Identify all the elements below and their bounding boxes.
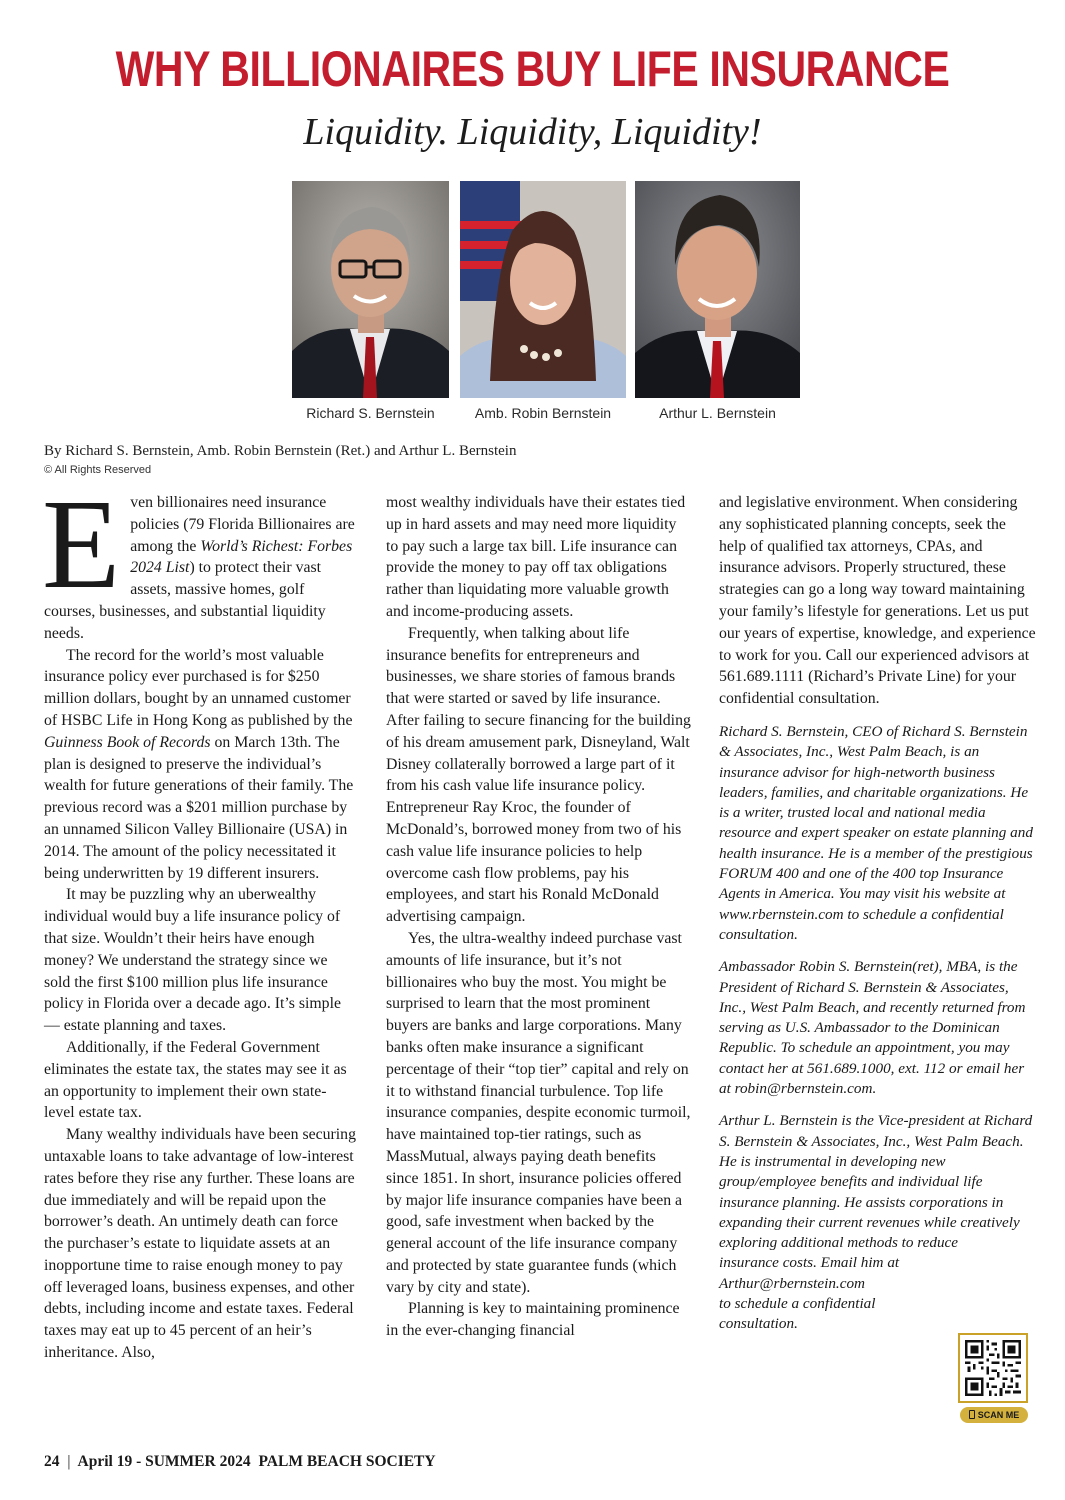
article-column-2 [386,492,692,1342]
magazine-name: PALM BEACH SOCIETY [258,1453,436,1470]
paragraph: Frequently, when talking about life insurance benefits for entrepreneurs and businesses, we share stories of famous brands that were started or saved by life insurance. After failing to secure financing for the building of his dream amusement park, Disneyland, Walt Disney collaterally borrowed a large part of it from his cash value life insurance policy. Entrepreneur Ray Kroc, the founder of McDonald’s, borrowed money from two of his cash value life insurance policies to help overcome cash flow problems, pay his employees, and start his Ronald McDonald advertising campaign. [386,624,691,926]
paragraph: It may be puzzling why an uberwealthy individual would buy a life insurance policy of that size. Wouldn’t their heirs have enough money? We understand the strategy since we sold the first $100 million plus life insurance policy in Florida over a decade ago. It’s simple — estate planning and taxes. [44,886,341,1035]
phone-icon [969,1410,975,1419]
issue-date: April 19 - SUMMER 2024 [77,1453,251,1470]
drop-cap: E [42,473,121,615]
footer-separator: | [67,1453,71,1470]
photo-caption: Richard S. Bernstein [306,405,435,421]
page-footer [44,1453,436,1471]
author-bio-arthur: Arthur L. Bernstein is the Vice-president at Richard S. Bernstein & Associates, Inc., West Palm Beach. He is instrumental in developing new group/employee benefits and individual life insurance planning. He assists corporations in expanding their current revenues while creatively exploring additional methods to reduce insurance costs. Email him at Arthur@rbernstein.com to schedule a confidential consultation. [719,1112,1033,1333]
paragraph: Yes, the ultra-wealthy indeed purchase vast amounts of life insurance, but it’s not billionaires who buy the most. You might be surprised to learn that the most prominent buyers are banks and large corporations. Many banks often make insurance a significant percentage of their “top tier” capital and rely on it to withstand financial turbulence. Top life insurance companies, despite economic turmoil, have maintained top-tier ratings, such as MassMutual, always paying death benefits since 1851. In short, insurance policies offered by major life insurance companies have been a good, safe investment when backed by the general account of the life insurance company and protected by state guarantee funds (which vary by city and state). [386,929,691,1296]
scan-me-badge: SCAN ME [960,1407,1028,1423]
article-column-3 [719,492,1037,1335]
article-column-1 [42,473,356,1364]
byline: By Richard S. Bernstein, Amb. Robin Bernstein (Ret.) and Arthur L. Bernstein [44,443,517,459]
paragraph: Even billionaires need insurance policies (79 Florida Billionaires are among the World’s Richest: Forbes 2024 List) to protect their vast assets, massive homes, golf courses, businesses, and substantial liquidity needs. [42,473,355,642]
paragraph: Planning is key to maintaining prominence in the ever-changing financial [386,1300,680,1340]
page-number: 24 [44,1453,60,1470]
photo-caption: Amb. Robin Bernstein [474,405,612,421]
paragraph: Additionally, if the Federal Government eliminates the estate tax, the states may see it as an opportunity to implement their own state-level estate tax. [44,1038,347,1122]
paragraph: Many wealthy individuals have been securing untaxable loans to take advantage of low-interest rates before they rise any further. These loans are due immediately and will be repaid upon the borrower’s death. An untimely death can force the purchaser’s estate to liquidate assets at an inopportune time to raise enough money to pay off leveraged loans, business expenses, and other debts, including income and estate taxes. Federal taxes may eat up to 45 percent of an heir’s inheritance. Also, [44,1126,356,1362]
paragraph: The record for the world’s most valuable insurance policy ever purchased is for $250 million dollars, bought by an unnamed customer of HSBC Life in Hong Kong as published by the Guinness Book of Records on March 13th. The plan is designed to preserve the individual’s wealth for future generations of their family. The previous record was a $201 million purchase by an unnamed Silicon Valley Billionaire (USA) in 2014. The amount of the policy necessitated it being underwritten by 19 different insurers. [44,646,354,882]
author-bio-richard: Richard S. Bernstein, CEO of Richard S. Bernstein & Associates, Inc., West Palm Beach, is an insurance advisor for high-networth business leaders, families, and charitable organizations. He is a writer, trusted local and national media resource and expert speaker on estate planning and health insurance. He is a member of the prestigious FORUM 400 and one of the 400 top Insurance Agents in America. You may visit his website at www.rbernstein.com to schedule a confidential consultation. [719,722,1033,943]
photo-caption: Arthur L. Bernstein [659,405,776,421]
paragraph: most wealthy individuals have their estates tied up in hard assets and may need more liquidity to pay such a large tax bill. Life insurance can provide the money to pay off tax obligations rather than liquidating more valuable growth and income-producing assets. [386,494,686,620]
headline: WHY BILLIONAIRES BUY LIFE INSURANCE [115,41,950,97]
qr-code[interactable] [958,1333,1028,1403]
qr-pattern-icon [965,1340,1021,1396]
copyright-notice: © All Rights Reserved [44,464,152,476]
photo-arthur [635,181,800,398]
paragraph: and legislative environment. When considering any sophisticated planning concepts, seek the help of qualified tax attorneys, CPAs, and insurance advisors. Properly structured, these strategies can go a long way toward maintaining your family’s lifestyle for generations. Let us put our years of expertise, knowledge, and experience to work for you. Call our experienced advisors at 561.689.1111 (Richard’s Private Line) for your confidential consultation. [719,494,1036,708]
author-bio-robin: Ambassador Robin S. Bernstein(ret), MBA, is the President of Richard S. Bernstein & Associates, Inc., West Palm Beach, and recently returned from serving as U.S. Ambassador to the Dominican Republic. To schedule an appointment, you may contact her at 561.689.1000, ext. 112 or email her at robin@rbernstein.com. [719,958,1026,1098]
subheadline: Liquidity. Liquidity, Liquidity! [303,111,762,153]
photo-robin [460,181,626,398]
photo-richard [292,181,449,398]
